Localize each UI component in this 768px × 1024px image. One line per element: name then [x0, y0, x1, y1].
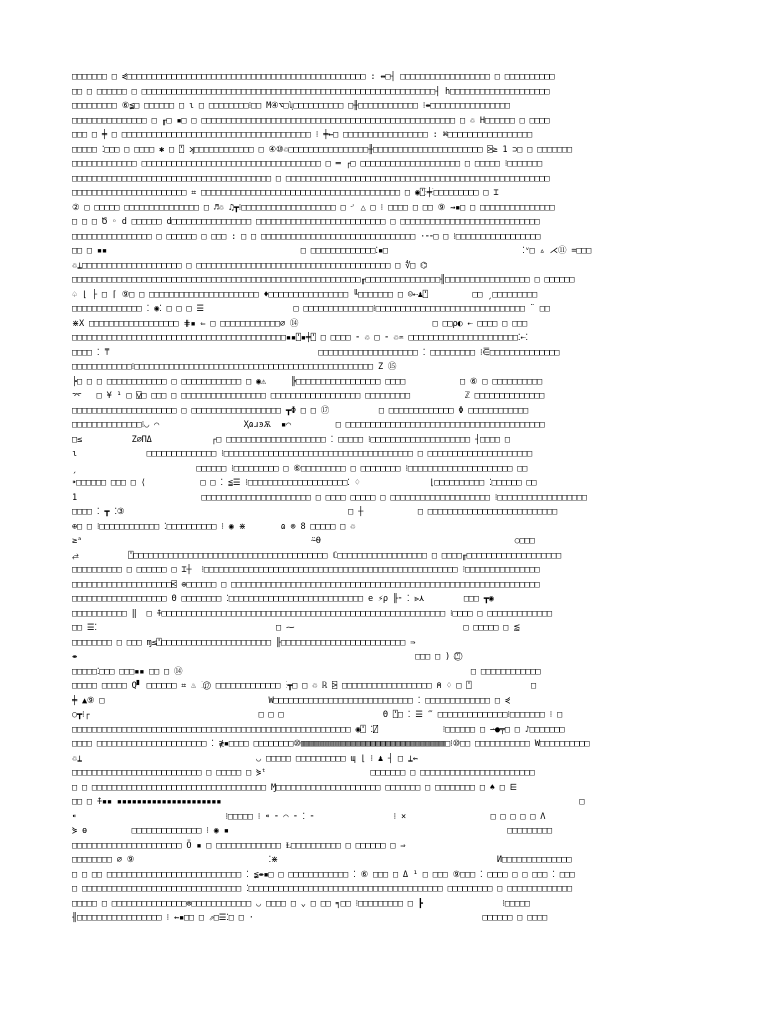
text-line: □□□□ ⁚ ⍑ □□□□□□□□□□□□□□□□□□□□ ⁚ □□□□□□□□□ ⁝⋶□□□□□□□□□□□□□□ [72, 347, 560, 358]
text-line: □ □ □□ □□□□□□□□□□□□□□□□□□□□□□□□□□□ ⁚ ≨⇼▪□ □ □□□□□□□□□□□□ ⁚ ⑥ □□□ □ Δ ¹ □ □□□ ⑨□□□ ⁚ □□□□ □ □ □□□ ⁚ □□□ [72, 869, 575, 880]
text-line: □□□□□□□□□□□□□□□□□□□□□□□□□□□□□□□□□□□□□□□□□□□□□□□□□□□□□□□□ ◉⍞ ⁚⍁ ⁝□□□□□□ □ ⇀●╤□ □ ♪□□□□□□□ [72, 724, 565, 735]
text-line: □□□□□□□□□□□□□□□□□□□ Θ □□□□□□□□ ⁚□□□□□□□□□□□□□□□□□□□□□□□□□□□ e ⚡ρ ╟⁃ ⁚ ⪢⋏ □□□ ┳◉ [72, 594, 494, 604]
text-line: □□□□ ⁚ ┳ ⁚③ □ ┼ □ □□□□□□□□□□□□□□□□□□□□□□□□□□ [72, 507, 558, 517]
text-line: ⊕□ □ ⁝□□□□□□□□□□□□ ⁚□□□□□□□□□□ ⁝ ◉ ⋇ ɷ ⊚ 8 □□□□□ □ ♲ [72, 521, 356, 532]
text-line: ╪ ▲⑨ □ W□□□□□□□□□□□□□□□□□□□□□□□□□□□□ ⁚ □□□□□□□□□□□□□ □ ⋞ [72, 695, 510, 706]
text-line: □□ □ ⍏▪▪ ▪▪▪▪▪▪▪▪▪▪▪▪▪▪▪▪▪▪▪▪▪ □ [72, 797, 585, 807]
text-line: □□□□□□□□□□□□□□ ⁚ ◉⁚ □ □ □ ☰ □ □□□□□□□□□□□□□□⁝□□□□□□□□□□□□□□□□□□□□□□□□□□□□□□ ¨ □□ [72, 304, 550, 314]
text-line: ♤ ⌊ ├ □ ⌈ ⑨□ □ □□□□□□□□□□□□□□□□□□□□□□ ♦□□□□□□□□□□□□□□□□ ╙□□□□□□□ □ ☹⇠♟⍞ □□ ˏ□□□□□□□□□ [72, 289, 538, 300]
text-line: □□□□□□□□□□□□□□□□□□□□□ □ □□□□□□□□□□□□□□□□□□ ┳Φ □ □ ⑰ □ □□□□□□□□□□□□□ Φ □□□□□□□□□□□□ [72, 405, 529, 416]
text-line: □□□□□□□□□□□□□□□□□□□□□□□□□□ □ □□□□□ □ ⋟ᵗ □□□□□□□ □ □□□□□□□□□□□□□□□□□□□□□□□ [72, 768, 535, 778]
text-line: □□ ☰⁚ □ ⁓ □ □□□□□ □ ⪅ [72, 623, 521, 633]
text-line: □□□□ □□□□□□□□□□□□□□□□□□□□□□ ⁚ ≹▪□□□□ □□□□□□□□⑩▥▥▥▥▥▥▥▥▥▥▥▥▥▥▥▥▥▥▥▥▥▥▥▥▥▥▥▥▥□⁝⑩□□ □□□□□□□□□□□ W□□□□□□□□□□ [72, 739, 590, 749]
text-line: □□□□□□□□□□□□□□□□□□□□□□ Ö ▪ □ □□□□□□□□□□□□□ Ⱡ□□□□□□□□□□ □ □□□□□□ □ ⇒ [72, 840, 406, 851]
text-line: □□□□□□□□□□□□□□□□ □ □□□□□□ □ □□□ : □ □ □□□□□□□□□□□□□□□□□□□□□□□□□□□□□□□ ·⁃⁃□ □ ⁝□□□□□□□□□□□□□□□□□ [72, 231, 541, 242]
text-line: □□□□□□□□□□□□□□□□□□□□□□□□□□□□□□□□□□□□□□□□□□□□□□□□□□□□□□□□□□╓□□□□□□□□□□□□□□□╢□□□□□□□□□□□□□□□□□ □ □□□□□□ [72, 275, 575, 285]
text-line: □□□□□□□□□ ⑥≨□ □□□□□□ □ ɩ □ □□□□□□□□⁝□□ M④⌥□ʯ□□□□□□□□□□ □╫□□□□□□□□□□□□ ⁝⇼□□□□□□□□□□□□□□□□ [72, 101, 510, 111]
text-line: ⁍□□□□□□ □□□ □ ⟨ □ □ ⁚ ≦☰ ⁝□□□□□□□□□□□□□□□□□□□□⁚ ♢ ⌊□□□□□□□□□□ ⁚□□□□□□ □□ [72, 478, 537, 488]
text-block [72, 70, 696, 926]
text-line: □□□□□□□□□□□□□□□ □ ╓□ ▪□ □ □□□□□□□□□□□□□□□□□□□□□□□□□□□□□□□□□□□□□□□□□□□□□□□□□□□ □ ♲ H□□□□□□ □ □□□□ [72, 115, 550, 126]
text-line: 1 □□□□□□□□□□□□□□□□□□□□□□ □ □□□□ □□□□□ □ □□□□□□□□□□□□□□□□□□□□ ⁝□□□□□□□□□□□□□□□□□□ [72, 492, 587, 503]
text-line: □ □□□□□□□□□□□□□□□□□□□□□□□□□□□□□□□□ ⁚□□□□□□□□□□□□□□□□□□□□□□□□□□□□□□□□□□□□□□□ □□□□□□□□□ □ □□□□□□□□□□□□□ [72, 884, 572, 894]
text-line: ② □ □□□□□ □□□□□□□□□□□□□□□ □ ♬♲ ♫┳⁝□□□□□□□□□□□□□□□□□□□ □ ⌏ △ □ ⁝ □□□□ □ □□ ⑨ ⇝▪□ □ □□□□□□□□□□□□□□□ [72, 202, 555, 213]
text-line: □□□□□□□□ □ □□□ ɱ≤⍞□□□□□□□□□□□□□□□□□□□□□□ ╟□□□□□□□□□□□□□□□□□□□□□□□□□ ⇛ [72, 637, 416, 648]
text-line: □□□□□□□□□□□□□□□□□□□□⍃ ⊕□□□□□□ □ □□□□□□□□□□□□□□□□□□□□□□□□□□□□□□□□□□□□□□□□□□□□□□□□□□□□□□□□□□□□□□ [72, 579, 540, 590]
text-line: ⇼ □□□ □ ) ⍞⃝ [72, 652, 460, 662]
text-line: ⋟ ɵ □□□□□□□□□□□□□□ ⁝ ◉ ▪ □□□□□□□□□ [72, 826, 553, 836]
text-line: ⌤ □ ¥ ¹ □ ⍌□ □□□ □ □□□□□□□□□□□□□□□□□ □□□□□□□□□□□□□□□□□□ □□□□□□□□□ ℤ □□□□□□□□□□□□□□ [72, 391, 545, 401]
text-line: ♲⍊□□□□□□□□□□□□□□□□□□□□ □ □□□□□□□□□□□□□□□□□□□□□□□□□□□□□□□□□□□□□□□ □ ∜□ ⌬ [72, 260, 428, 271]
text-line: □□□□□□□□□□□□⁝□□□□□□□□□□□□□□□□□□□□□□□□□□□□□□□□□□□□□□□□□□□□□□□□ Z ⑮ [72, 362, 397, 372]
text-line: □□□□□□□□□□□□□□□□□□□□□□□□□□□□□□□□□□□□□□□□ □ □□□□□□□□□□□□□□□□□□□□□□□□□□□□□□□□□□□□□□□□□□□□□□□□□□□□□ [72, 173, 550, 184]
text-line: ○┳⁝┌ □ □ □ Θ ⍞□ ⁚ ☰ ‴ □□□□□□□□□□□□□□⁝□□□□□□□ ⁝ □ [72, 710, 563, 720]
text-line: □□□□□ □ □□□□□□□□□□□□□□□⊚□□□□□□□□□□□□ ◡ □□□□ □ ⌄ □ □□ ╕□□ ⁝□□□□□□□□□ □ ┣ ⁝□□□□□ [72, 898, 530, 909]
text-line: □□□□□ □□□□□ Q▘ □□□□□□ ⌗ ♨ ⁚⑰ □□□□□□□□□□□□□ ⁝┳□ □ ♲ ℝ ⍄ □□□□□□□□□□□□□□□□□□ ⍝ ♢ □ ⍞ □ [72, 681, 537, 691]
text-line: □≤ Ζ⌀ΠΔ ┌□ □□□□□□□□□□□□□□□□□□□□ ⁚ □□□□□ ⁝□□□□□□□□□□□□□□□□□□□□ ┤□□□□ □ [72, 434, 510, 445]
text-line: □□ □ ▪▪ □ □□□□□□□□□□□□□⁚▪□ ⁚ᵛ□ ▵ ⋌⑪ =□□□ [72, 246, 592, 256]
text-line: ˏ □□□□□□ ⁝□□□□□□□□□ □ ⑥□□□□□□□□□ □ □□□□□□□□ ⁝□□□□□□□□□□□□□□□□□□□□□ □□ [72, 463, 528, 474]
text-line: □ □ □□□□□□□□□□□□□□□□□□□□□□□□□□□□□□□□□□□ Ɱ□□□□□□□□□□□□□□□□□□□□□ □□□□□□□ □ □□□□□□□□ □ ♠ □ ⋿ [72, 782, 517, 793]
text-line: ⋇X □□□□□□□□□□□□□□□□□□ ⋕▪ ⇐ □ □□□□□□□□□□□□⌀ ⑭ □ □□ρ◐ ⇠ □□□□ □ □□□ [72, 318, 528, 329]
text-line: ⁌ ⁝□□□□□ ⁝ ⁌ ⁃ ⌒ ⁃ ⁚ ⁃ ⁝ × □ □ □ □ □ Λ [72, 811, 546, 822]
text-line: □ □ □ Ծ ◦ d □□□□□□ d□□□□□□□□□□□□□□□□ □□□□□□□□□□□□□□□□□□□□□□□□□□ □ □□□□□□□□□□□□□□□□□□□□□□□□□□□□ [72, 217, 540, 227]
text-line: □□□□□ ⁚□□□ □ □□□□ ✱ □ ⍞ ʞ□□□□□□□□□□□□ □ ④⑩♲□□□□□□□□□□□□□□□□╫□□□□□□□□□□□□□□□□□□□□□□ ⍄≥ 1 ⊃□ □ □□□□□□□ [72, 144, 573, 155]
text-line: ┝□ □ □ □□□□□□□□□□□□ □ □□□□□□□□□□□□ □ ◉⚠ ╠□□□□□□□□□□□□□□□□□ □□□□ □ ⑥ □ □□□□□□□□□□ [72, 376, 543, 387]
text-line: ⥄ ⍞□□□□□□□□□□□□□□□□□□□□□□□□□□□□□□□□□□□□□□□ ℂ□□□□□□□□□□□□□□□□□□ □ □□□□╓□□□□□□□□□□□□□□□□□□□ [72, 550, 562, 561]
text-line: □□□□□□□□□□□□□□□□□□□□□□□ ⌗ □□□□□□□□□□□□□□□□□□□□□□□□□□□□□□□□□□□□□□□□ □ ◉⍞⁝╪⁝□□□□□□□□□ □ ⌶ [72, 188, 499, 198]
text-line: □□□ □ ╪ □ □□□□□□□□□□□□□□□□□□□□□□□□□□□□□□□□□□□□□□ ⁝ ╪⇜□ □□□□□□□□□□□□□□□□□ : ⌘□□□□□□□□□□□□□□□□□ [72, 130, 533, 140]
text-line: □□□□□⁚□□□ □□□▪▪ □□ □ ⑭ □ □□□□□□□□□□□□ [72, 666, 541, 677]
text-line: ╢□□□□□□□□□□□□□□□□□ ⁝ ⇜▪□□ □ ⇗□☰⁚□ □ · □□□□□□ □ □□□□ [72, 913, 548, 923]
text-line: □□□□□□□□□□ □ □□□□□□ □ ⌶┼ ⁝□□□□□□□□□□□□□□□□□□□□□□□□□□□□□□□□□□□□□□□□□□□□□□□□□□□ ⁝□□□□□□□□□□□□□□□ [72, 565, 540, 575]
text-line: ɩ □□□□□□□□□□□□□□ ⁝□□□□□□□□□□□□□□□□□□□□□□□□□□□□□□□□□□□□□□ □ □□□□□□□□□□□□□□□□□□□□□ [72, 449, 533, 459]
text-line: □□□□□□□□□□□□□□⁝◡ ⌒ ҲɷɹͽѪ ▪⌒ □ □□□□□□□□□□□□□□□□□□□□□□□□□□□□□□□□□□□□□□□□ [72, 420, 545, 430]
text-line: □□□□□□□□□□□□□ □□□□□□□□□□□□□□□□□□□□□□□□□□□□□□□□□□□□ □ ═ ┌□ □□□□□□□□□□□□□□□□□□□□ □ □□□□□ ⁝□□□□□□□ [72, 159, 543, 169]
text-line: ≥ᵃ ⍨⍬ ○□□□ [72, 536, 535, 546]
text-line: □□□□□□□□□□□ ‖ □ ⍏□□□□□□□□□□□□□□□□□□□□□□□□□□□□□□□□□□□□□□□□□□□□□□□□□□□□□□□□□ ⁝□□□□ □ □□□□□□□□□□□□□ [72, 608, 553, 619]
text-line: □□ □ □□□□□□ □ □□□□□□□□□□□□□□□□□□□□□□□□□□□□□□□□□□□□□□□□□□□□□□□□□□□□□□□□□□□┤ h□□□□□□□□□□□□□□□□□□□□ [72, 86, 550, 97]
text-line: ♲⍊ ◡ □□□□□ □□□□□□□□□□ ɰ ⌊ ⁝ ♟ ┤ □ ⍊⇜ [72, 753, 418, 764]
text-line: □□□□□□□□□□□□□□□□□□□□□□□□□□□□□□□□□□□□□□□□□□□▪▪⍞▪╪⍞ □ □□□□ ⁃ ♲ □ ⁃ ♲♒ □□□□□□□□□□□□□□□□□□□□□□⁚⇠⁚ [72, 333, 528, 343]
text-line: □□□□□□□□ ∅ ⑨ ⁚⋇ И□□□□□□□□□□□□□□ [72, 855, 572, 865]
text-line: □□□□□□□ □ ⋞□□□□□□□□□□□□□□□□□□□□□□□□□□□□□□□□□□□□□□□□□□□□□□□□ : ⇹□┤ □□□□□□□□□□□□□□□□□□ □ □□□□□□□□□□ [72, 72, 555, 82]
